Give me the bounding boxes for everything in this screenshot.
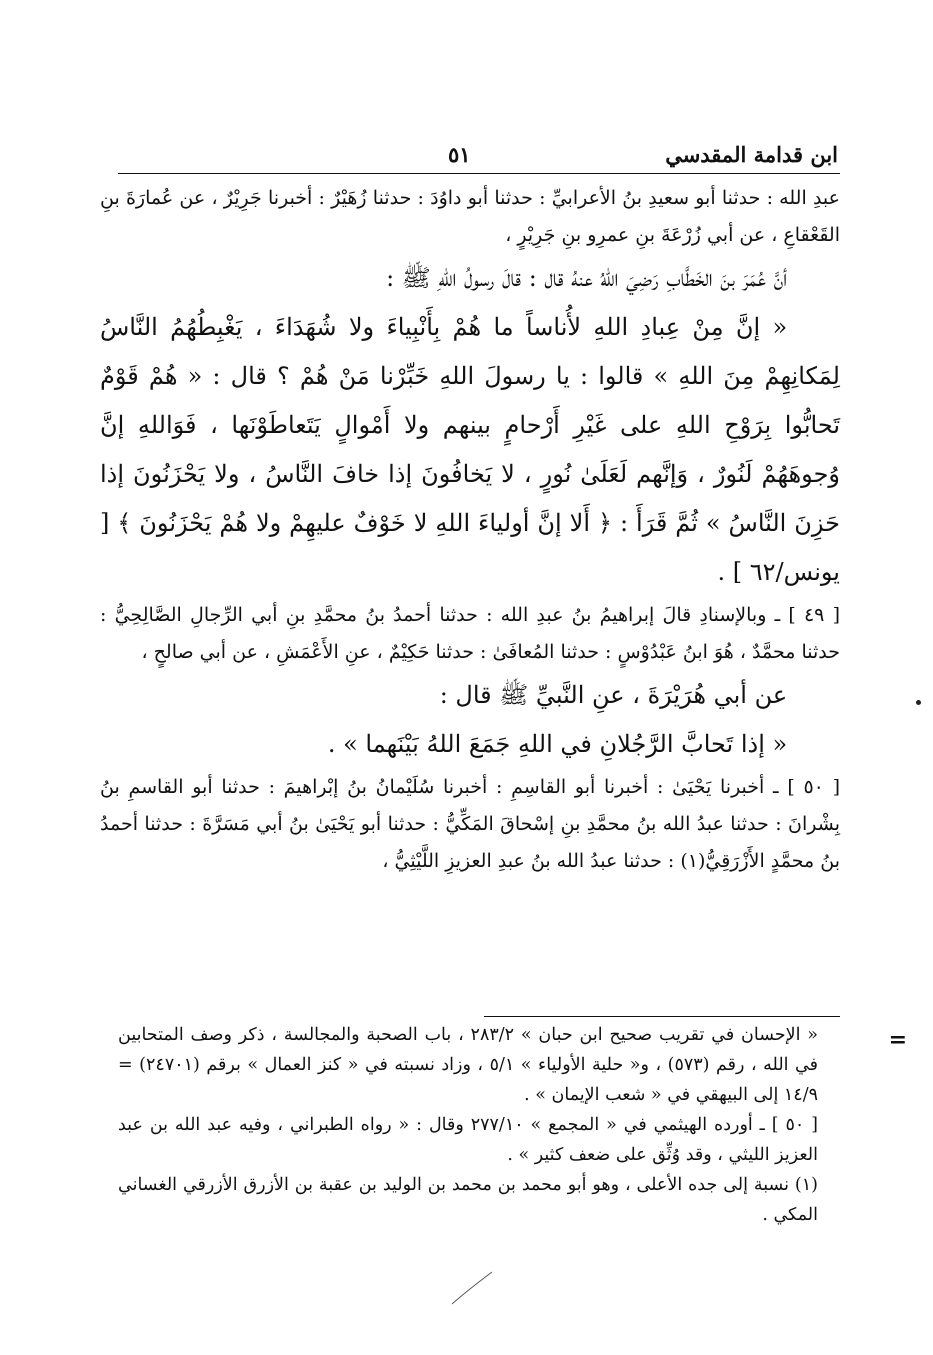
main-text xyxy=(100,180,840,880)
scan-speck xyxy=(916,700,921,705)
narrator-line: أنَّ عُمَرَ بنَ الخَطَّابِ رَضِيَ اللهُ عنهُ قال : قالَ رسولُ اللهِ ﷺ : xyxy=(386,264,788,292)
footnote-item: [ ٥٠ ] ـ أورده الهيثمي في « المجمع » ٢٧٧/١٠ وقال : « رواه الطبراني ، وفيه عبد الله بن عبد العزيز الليثي ، وقد وُثِّق على ضعف كثير » . xyxy=(118,1115,819,1165)
pen-stroke-mark xyxy=(448,1268,498,1308)
footnote-continuation-mark: = xyxy=(888,1027,907,1053)
running-header xyxy=(118,138,838,172)
hadith-49-isnad: [ ٤٩ ] ـ وبالإسنادِ قالَ إبراهيمُ بنُ عبدِ الله : حدثنا أحمدُ بنُ محمَّدِ بنِ أبي الرِّجالِ الصَّالِحِيُّ : حدثنا محمَّدٌ ، هُوَ ابنُ عَبْدُوْسٍ : حدثنا المُعافَىٰ : حدثنا حَكِيْمٌ ، عنِ الأَعْمَشِ ، عن أبي صالحٍ ، xyxy=(100,604,840,663)
footnote-item: « الإحسان في تقريب صحيح ابن حبان » ٢٨٣/٢ ، باب الصحبة والمجالسة ، ذكر وصف المتحابين في الله ، رقم (٥٧٣) ، و« حلية الأولياء » ٥/١ ، وزاد نسبته في « كنز العمال » برقم (٢٤٧٠١) = ١٤/٩ إلى البيهقي في « شعب الإيمان » . xyxy=(118,1025,818,1105)
footnote-item: (١) نسبة إلى جده الأعلى ، وهو أبو محمد بن محمد بن الوليد بن عقبة بن الأزرق الأزرقي الغساني المكي . xyxy=(118,1175,818,1225)
narrator-line: عن أبي هُرَيْرَةَ ، عنِ النَّبيِّ ﷺ قال : xyxy=(439,681,788,709)
isnad-paragraph: عبدِ الله : حدثنا أبو سعيدِ بنُ الأعرابيِّ : حدثنا أبو داوُدَ : حدثنا زُهَيْرٌ : أخبرنا جَرِيْرٌ ، عن عُمارَةَ بنِ القَعْقاعِ ، عن أبي زُرْعَةَ بنِ عمرِو بنِ جَرِيْرٍ ، xyxy=(100,187,840,246)
header-rule xyxy=(118,173,840,174)
footnotes xyxy=(118,1020,818,1230)
page-number: ٥١ xyxy=(448,142,471,167)
footnote-rule xyxy=(484,1016,840,1017)
hadith-50-isnad: [ ٥٠ ] ـ أخبرنا يَحْيَىٰ : أخبرنا أبو القاسِمِ : أخبرنا سُلَيْمانُ بنُ إبْراهيمَ : حدثنا أبو القاسمِ بنُ بِشْرانَ : حدثنا عبدُ الله بنُ محمَّدِ بنِ إسْحاقَ المَكِّيُّ : حدثنا أبو يَحْيَىٰ بنُ أبي مَسَرَّةَ : حدثنا أحمدُ بنُ محمَّدٍ الأَزْرَقِيُّ(١) : حدثنا عبدُ الله بنُ عبدِ العزيزِ اللَّيْثِيُّ ، xyxy=(100,776,841,872)
hadith-text: « إذا تَحابَّ الرَّجُلانِ في اللهِ جَمَعَ اللهُ بَيْنَهما » . xyxy=(327,730,788,758)
book-title: ابن قدامة المقدسي xyxy=(665,142,838,167)
hadith-text: « إنَّ مِنْ عِبادِ اللهِ لأُناساً ما هُمْ بِأَنْبِياءَ ولا شُهَدَاءَ ، يَغْبِطُهُمُ النَّاسُ لِمَكانِهِمْ مِنَ اللهِ » قالوا : يا رسولَ اللهِ خَبِّرْنا مَنْ هُمْ ؟ قال : « هُمْ قَوْمٌ تَحابُّوا بِرَوْحِ اللهِ على غَيْرِ أَرْحامٍ بينهم ولا أَمْوالٍ يَتَعاطَوْنَها ، فَوَاللهِ إنَّ وُجوهَهُمْ لَنُورٌ ، وَإنَّهم لَعَلَىٰ نُورٍ ، لا يَخافُونَ إذا خافَ النَّاسُ ، ولا يَحْزَنُونَ إذا حَزِنَ النَّاسُ » ثُمَّ قَرَأَ : ﴿ أَلا إنَّ أولياءَ اللهِ لا خَوْفٌ عليهِمْ ولا هُمْ يَحْزَنُونَ ﴾ [ يونس/٦٢ ] . xyxy=(100,313,840,586)
